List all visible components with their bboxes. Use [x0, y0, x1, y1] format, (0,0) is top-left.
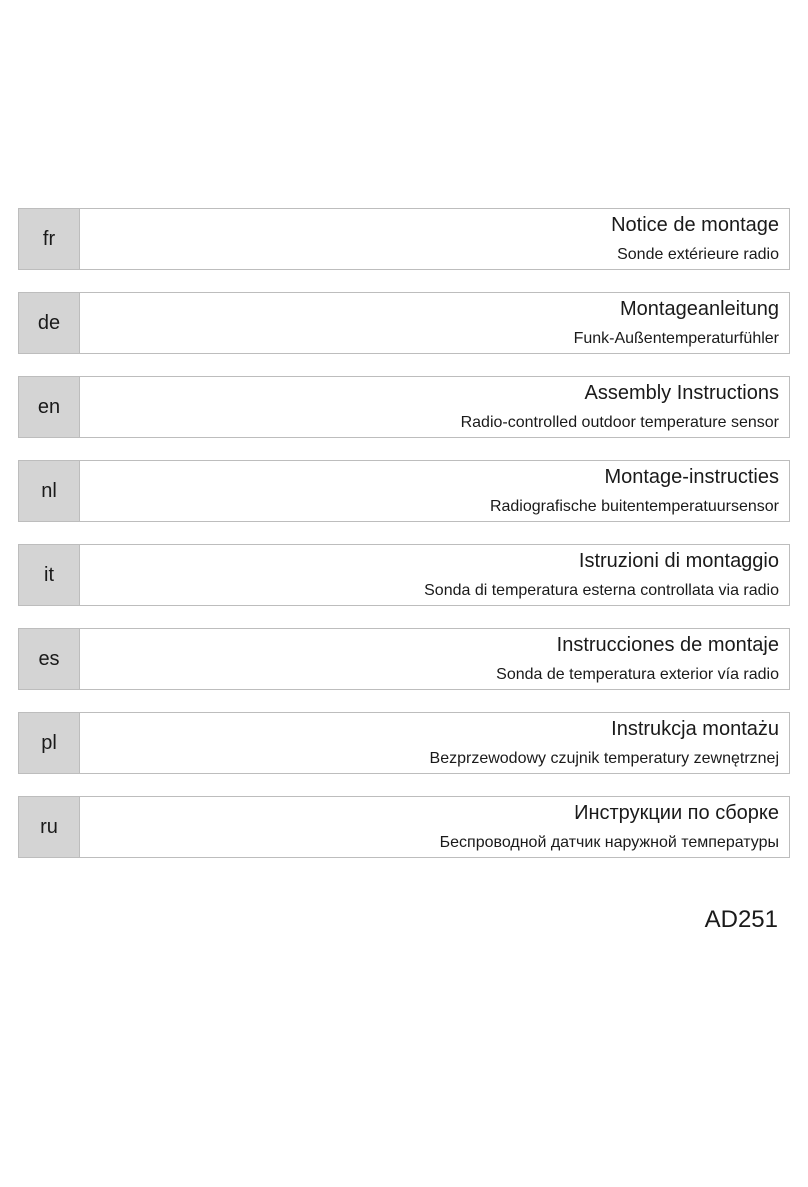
language-row-it [18, 544, 790, 606]
language-text [79, 629, 789, 689]
model-number: AD251 [704, 906, 778, 933]
language-text [79, 713, 789, 773]
language-row-pl [18, 712, 790, 774]
language-subtitle: Беспроводной датчик наружной температуры [439, 834, 779, 851]
language-code: it [19, 545, 79, 605]
language-row-nl [18, 460, 790, 522]
language-title: Assembly Instructions [584, 382, 779, 404]
language-title: Instrucciones de montaje [556, 634, 779, 656]
language-text [79, 545, 789, 605]
language-subtitle: Sonde extérieure radio [617, 246, 779, 263]
language-code: nl [19, 461, 79, 521]
language-code: de [19, 293, 79, 353]
language-list [18, 208, 790, 880]
language-row-es [18, 628, 790, 690]
language-subtitle: Funk-Außentemperaturfühler [573, 330, 779, 347]
language-subtitle: Radiografische buitentemperatuursensor [489, 498, 779, 515]
language-text [79, 293, 789, 353]
language-text [79, 209, 789, 269]
language-text [79, 377, 789, 437]
language-subtitle: Bezprzewodowy czujnik temperatury zewnętrznej [429, 750, 779, 767]
language-title: Notice de montage [611, 214, 779, 236]
language-subtitle: Sonda de temperatura exterior vía radio [496, 666, 779, 683]
language-row-ru [18, 796, 790, 858]
language-code: pl [19, 713, 79, 773]
language-subtitle: Sonda di temperatura esterna controllata via radio [424, 582, 779, 599]
language-title: Montage-instructies [604, 466, 779, 488]
language-title: Montageanleitung [619, 298, 779, 320]
language-code: es [19, 629, 79, 689]
language-row-en [18, 376, 790, 438]
language-code: en [19, 377, 79, 437]
language-row-fr [18, 208, 790, 270]
language-title: Istruzioni di montaggio [578, 550, 779, 572]
language-code: fr [19, 209, 79, 269]
language-title: Instrukcja montażu [611, 718, 779, 740]
language-subtitle: Radio-controlled outdoor temperature sensor [460, 414, 779, 431]
language-text [79, 797, 789, 857]
language-text [79, 461, 789, 521]
language-code: ru [19, 797, 79, 857]
language-title: Инструкции по сборке [574, 802, 779, 824]
language-row-de [18, 292, 790, 354]
